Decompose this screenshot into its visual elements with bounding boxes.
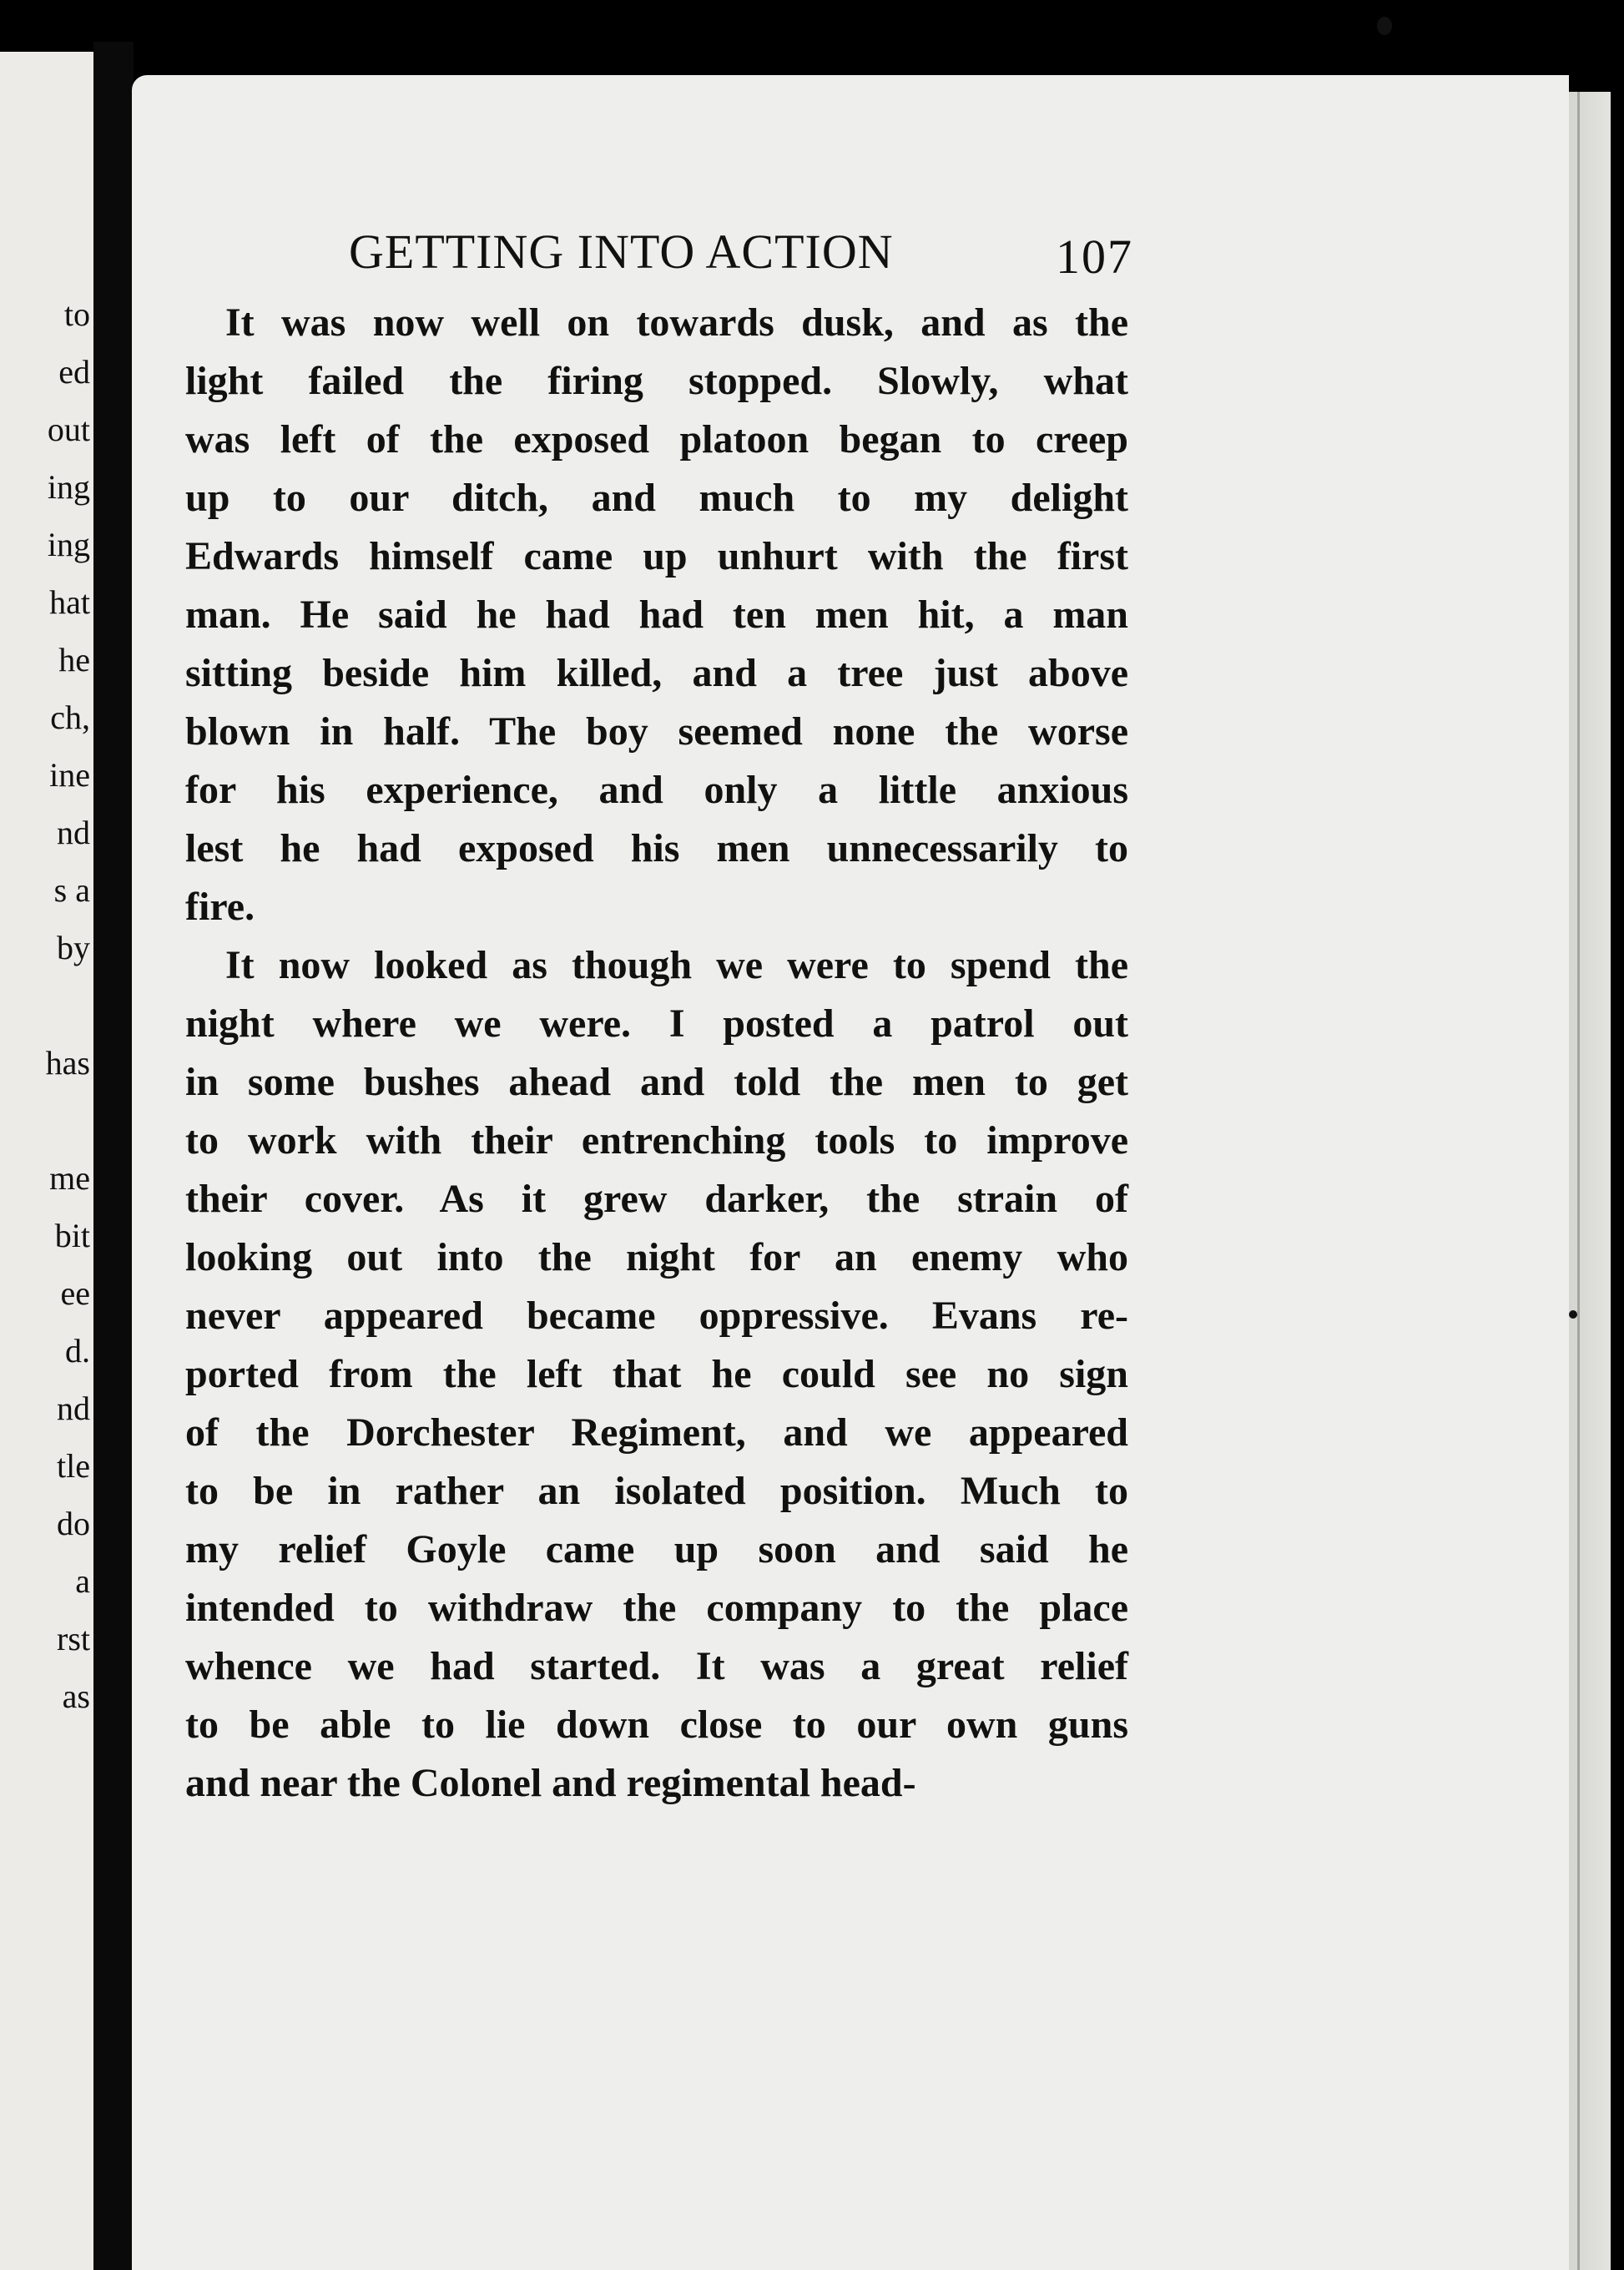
text-line: It now looked as though we were to spend the	[225, 943, 1128, 987]
text-line: for his experience, and only a little anxious	[185, 768, 1128, 812]
text-line: intended to withdraw the company to the place	[185, 1586, 1128, 1630]
text-line: lest he had exposed his men unnecessarily to	[185, 826, 1128, 870]
text-line: man. He said he had had ten men hit, a man	[185, 593, 1128, 637]
text-line: blown in half. The boy seemed none the worse	[185, 709, 1128, 754]
ink-speck	[1377, 17, 1392, 35]
previous-page-line-ending	[46, 1092, 90, 1149]
text-line: in some bushes ahead and told the men to get	[185, 1060, 1128, 1104]
page-number: 107	[1056, 230, 1133, 284]
previous-page-line-ending: do	[57, 1505, 90, 1542]
previous-page-line-ending: ing	[47, 526, 90, 563]
previous-page-fragment	[0, 52, 93, 2270]
text-line: Edwards himself came up unhurt with the first	[185, 534, 1128, 578]
ink-speck	[1569, 1310, 1577, 1319]
previous-page-line-ending: nd	[57, 1390, 90, 1427]
previous-page-line-ending: ch,	[50, 699, 90, 736]
previous-page-line-ending: has	[45, 1044, 90, 1082]
text-line: of the Dorchester Regiment, and we appeared	[185, 1410, 1128, 1455]
previous-page-line-ending: d.	[65, 1332, 90, 1370]
previous-page-line-ending: s a	[53, 871, 90, 909]
previous-page-line-ending: by	[57, 929, 90, 966]
previous-page-line-ending: to	[63, 295, 90, 333]
previous-page-line-ending: rst	[57, 1620, 90, 1657]
text-line: night where we were. I posted a patrol out	[185, 1001, 1128, 1046]
text-line: ported from the left that he could see no sign	[185, 1352, 1128, 1396]
previous-page-line-ending: ed	[58, 353, 90, 391]
text-line: whence we had started. It was a great relief	[185, 1644, 1128, 1688]
text-line: light failed the firing stopped. Slowly, what	[185, 359, 1128, 403]
running-title: GETTING INTO ACTION	[349, 224, 894, 279]
previous-page-line-endings	[46, 285, 90, 1725]
page-body-text	[185, 294, 1128, 1813]
previous-page-line-ending: a	[75, 1562, 90, 1600]
previous-page-line-ending: tle	[57, 1447, 90, 1485]
previous-page-line-ending: ee	[60, 1274, 90, 1312]
text-line: fire.	[185, 885, 255, 929]
previous-page-line-ending: out	[47, 411, 90, 448]
previous-page-line-ending	[46, 976, 90, 1034]
text-line: to be able to lie down close to our own guns	[185, 1702, 1128, 1747]
previous-page-line-ending: me	[49, 1159, 90, 1197]
text-line: up to our ditch, and much to my delight	[185, 476, 1128, 520]
text-line: never appeared became oppressive. Evans re-	[185, 1294, 1128, 1338]
previous-page-line-ending: hat	[49, 583, 90, 621]
text-line: was left of the exposed platoon began to creep	[185, 417, 1128, 462]
previous-page-line-ending: as	[62, 1677, 90, 1715]
text-line: sitting beside him killed, and a tree just above	[185, 651, 1128, 695]
paragraph	[185, 936, 1128, 1813]
previous-page-line-ending: he	[58, 641, 90, 678]
text-line: looking out into the night for an enemy who	[185, 1235, 1128, 1279]
text-line: to be in rather an isolated position. Much to	[185, 1469, 1128, 1513]
previous-page-line-ending: bit	[54, 1217, 90, 1254]
text-line: and near the Colonel and regimental head-	[185, 1761, 916, 1805]
previous-page-line-ending: ing	[47, 468, 90, 506]
text-line: to work with their entrenching tools to improve	[185, 1118, 1128, 1163]
previous-page-line-ending: nd	[57, 814, 90, 851]
book-gutter	[93, 42, 134, 2270]
text-line: my relief Goyle came up soon and said he	[185, 1527, 1128, 1571]
previous-page-line-ending: ine	[49, 756, 90, 794]
paragraph	[185, 294, 1128, 936]
text-line: their cover. As it grew darker, the strain of	[185, 1177, 1128, 1221]
text-line: It was now well on towards dusk, and as the	[225, 300, 1128, 345]
page-header	[349, 224, 1133, 282]
